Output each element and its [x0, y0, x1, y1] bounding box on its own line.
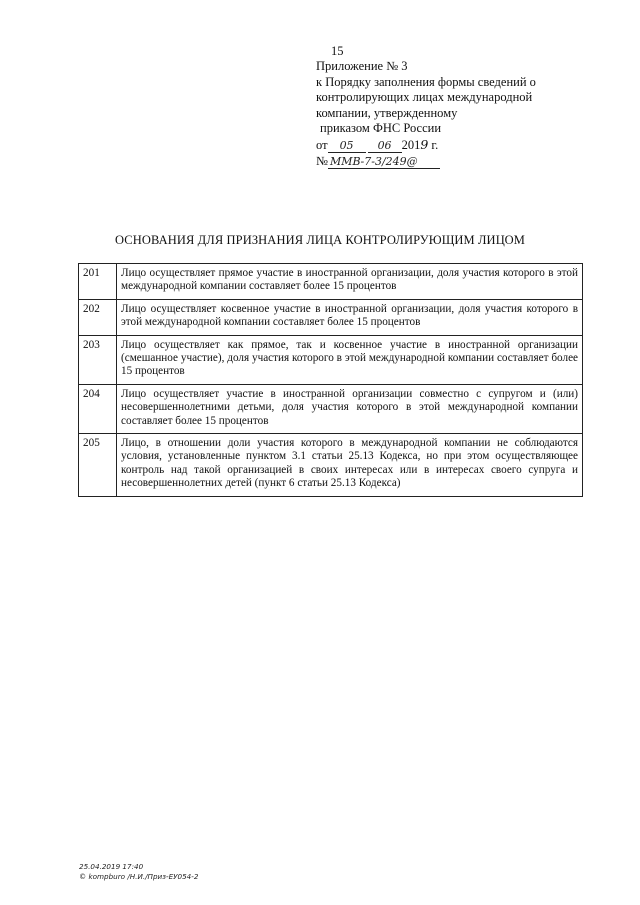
page-number: 15 [331, 44, 344, 58]
date-suffix: г. [431, 137, 439, 152]
ground-description: Лицо осуществляет косвенное участие в иностранной организации, доля участия которого в этой международной компании составляет более 15 процентов [117, 299, 583, 335]
footer-print-info [79, 862, 198, 882]
ground-description: Лицо осуществляет участие в иностранной организации совместно с супругом и (или) несовершеннолетними детьми, доля участия которого в этой международной компании составляет более 15 процентов [117, 384, 583, 433]
order-date-line [316, 137, 536, 154]
grounds-table [78, 263, 583, 497]
ground-description: Лицо осуществляет как прямое, так и косвенное участие в иностранной организации (смешанное участие), доля участия которого в этой международной компании составляет более 15 процентов [117, 335, 583, 384]
footer-path: © kompburo /Н.И./Приз-ЕУ054-2 [79, 872, 199, 881]
table-row [79, 434, 583, 497]
appendix-line: Приложение № 3 [316, 59, 408, 73]
ground-description: Лицо, в отношении доли участия которого в международной компании не соблюдаются условия, установленные пунктом 3.1 статьи 25.13 Кодекса, но при этом осуществляющее контроль над такой организацией в своих интересах или в интересах своего супруга и несовершеннолетних детей (пункт 6 статьи 25.13 Кодекса) [117, 434, 583, 497]
appendix-line: приказом ФНС России [320, 121, 442, 136]
appendix-line: компании, утвержденному [316, 105, 458, 120]
document-title: ОСНОВАНИЯ ДЛЯ ПРИЗНАНИЯ ЛИЦА КОНТРОЛИРУЮЩИМ ЛИЦОМ [114, 233, 525, 247]
date-year-prefix: 201 [401, 137, 421, 152]
table-row [79, 335, 583, 384]
table-row [79, 299, 583, 335]
ground-description: Лицо осуществляет прямое участие в иностранной организации, доля участия которого в этой международной компании составляет более 15 процентов [117, 264, 583, 300]
footer-timestamp: 25.04.2019 17:40 [79, 862, 144, 871]
table-row [79, 384, 583, 433]
appendix-header [316, 59, 536, 169]
handwritten-month: 06 [368, 140, 402, 153]
order-number-line [316, 154, 536, 170]
date-prefix: от [316, 137, 328, 152]
handwritten-day: 05 [328, 140, 366, 153]
handwritten-order-number: ММВ-7-3/249@ [328, 156, 440, 169]
appendix-line: контролирующих лицах международной [316, 90, 533, 105]
ground-code: 204 [79, 384, 117, 433]
handwritten-year-digit: 9 [420, 136, 429, 152]
ground-code: 202 [79, 299, 117, 335]
table-row [79, 264, 583, 300]
ground-code: 205 [79, 434, 117, 497]
ground-code: 201 [79, 264, 117, 300]
appendix-line: к Порядку заполнения формы сведений о [316, 74, 536, 89]
ground-code: 203 [79, 335, 117, 384]
number-prefix: № [316, 153, 328, 168]
